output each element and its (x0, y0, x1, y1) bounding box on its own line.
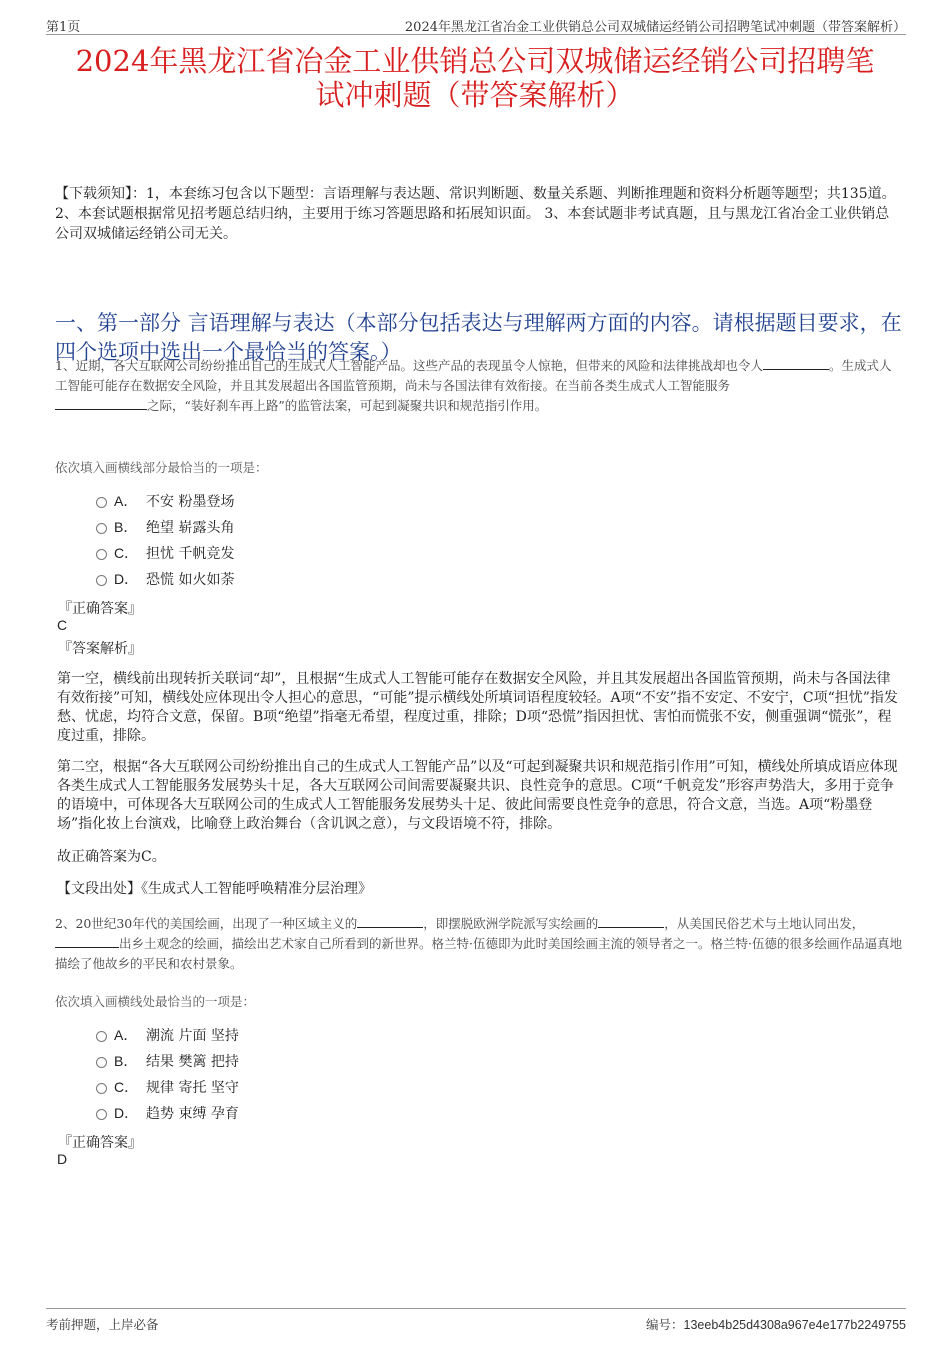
question-2-text (55, 914, 902, 974)
q2-blank-3 (55, 935, 119, 948)
q2-answer-label: 『正确答案』 (58, 1135, 142, 1151)
q1-option-b[interactable]: B． 绝望 崭露头角 (96, 517, 234, 537)
q1-conclusion: 故正确答案为C。 (57, 849, 166, 865)
q1-text-part2: 。生成式人工智能可能存在数据安全风险，并且其发展超出各国监管预期，尚未与各国法律有效衔接。在当前各类生成式人工智能服务 (55, 358, 892, 393)
radio-icon[interactable] (96, 575, 107, 586)
q2-prompt: 依次填入画横线处最恰当的一项是： (55, 994, 256, 1009)
header-doc-title: 2024年黑龙江省冶金工业供销总公司双城储运经销公司招聘笔试冲刺题（带答案解析） (404, 20, 906, 35)
footer-motto: 考前押题，上岸必备 (46, 1317, 159, 1332)
q2-blank-2 (598, 915, 664, 928)
q1-option-c[interactable]: C． 担忧 千帆竞发 (96, 543, 234, 563)
section-heading: 一、第一部分 言语理解与表达（本部分包括表达与理解两方面的内容。请根据题目要求，在四个选项中选出一个最恰当的答案。） (55, 311, 902, 364)
q1-analysis-label: 『答案解析』 (58, 641, 142, 657)
page-number: 第1页 (46, 20, 81, 35)
document-title (40, 44, 910, 112)
q2-text-part1: 2、20世纪30年代的美国绘画，出现了一种区域主义的 (55, 916, 358, 931)
q1-option-d[interactable]: D． 恐慌 如火如荼 (96, 569, 234, 589)
radio-icon[interactable] (96, 549, 107, 560)
footer-code (646, 1315, 906, 1333)
q1-answer-label: 『正确答案』 (58, 601, 142, 617)
question-1-text (55, 356, 902, 416)
title-line-1: 2024年黑龙江省冶金工业供销总公司双城储运经销公司招聘笔 (75, 44, 875, 78)
q1-answer: C (57, 617, 68, 633)
radio-icon[interactable] (96, 523, 107, 534)
q2-option-c[interactable]: C． 规律 寄托 坚守 (96, 1077, 239, 1097)
q1-prompt: 依次填入画横线部分最恰当的一项是： (55, 460, 268, 475)
q2-text-part4: 出乡土观念的绘画，描绘出艺术家自己所看到的新世界。格兰特·伍德即为此时美国绘画主流的领导者之一。格兰特·伍德的很多绘画作品逼真地描绘了他故乡的平民和农村景象。 (55, 936, 902, 971)
q1-blank-1 (763, 357, 829, 370)
q1-analysis-paragraph-2: 第二空，根据“各大互联网公司纷纷推出自己的生成式人工智能产品”以及“可起到凝聚共识和规范指引作用”可知，横线处所填成语应体现各类生成式人工智能服务发展势头十足，各大互联网公司间需要凝聚共识、良性竞争的意思。C项“千帆竞发”形容声势浩大，多用于竞争的语境中，可体现各大互联网公司的生成式人工智能服务发展势头十足、彼此间需要良性竞争的意思，符合文意，当选。A项“粉墨登场”指化妆上台演戏，比喻登上政治舞台（含讥讽之意），与文段语境不符，排除。 (57, 759, 898, 832)
q1-blank-2 (55, 397, 147, 410)
q2-option-d[interactable]: D． 趋势 束缚 孕育 (96, 1103, 239, 1123)
q1-option-a[interactable]: A． 不安 粉墨登场 (96, 491, 234, 511)
q2-text-part2: ，即摆脱欧洲学院派写实绘画的 (423, 916, 599, 931)
q2-text-part3: ，从美国民俗艺术与土地认同出发， (664, 916, 865, 931)
radio-icon[interactable] (96, 497, 107, 508)
q1-analysis-paragraph-1: 第一空，横线前出现转折关联词“却”，且根据“生成式人工智能可能存在数据安全风险，并且其发展超出各国监管预期，尚未与各国法律有效衔接”可知，横线处应体现出令人担心的意思，“可能”提示横线处所填词语程度较轻。A项“不安”指不安定、不安宁，C项“担忧”指发愁、忧虑，均符合文意，保留。B项“绝望”指毫无希望，程度过重，排除；D项“恐慌”指因担忧、害怕而慌张不安，侧重强调“慌张”，程度过重，排除。 (57, 671, 898, 744)
footer-code-value: 13eeb4b25d4308a967e4e177b2249755 (683, 1318, 906, 1332)
footer-code-label: 编号： (646, 1317, 684, 1332)
radio-icon[interactable] (96, 1031, 107, 1042)
title-line-2: 试冲刺题（带答案解析） (315, 78, 635, 112)
q1-source: 【文段出处】《生成式人工智能呼唤精准分层治理》 (57, 881, 372, 897)
q1-text-part1: 1、近期，各大互联网公司纷纷推出自己的生成式人工智能产品。这些产品的表现虽令人惊艳，但带来的风险和法律挑战却也令人 (55, 358, 763, 373)
q2-blank-1 (357, 915, 423, 928)
radio-icon[interactable] (96, 1083, 107, 1094)
q2-option-a[interactable]: A． 潮流 片面 坚持 (96, 1025, 239, 1045)
q2-answer: D (57, 1151, 68, 1167)
q2-option-b[interactable]: B． 结果 樊篱 把持 (96, 1051, 239, 1071)
page-footer (46, 1308, 906, 1335)
download-notice: 【下载须知】：1，本套练习包含以下题型：言语理解与表达题、常识判断题、数量关系题、判断推理题和资料分析题等题型；共135道。 2、本套试题根据常见招考题总结归纳，主要用于练习答题思路和拓展知识面。 3、本套试题非考试真题，且与黑龙江省冶金工业供销总公司双城储运经销公司无关。 (55, 186, 896, 242)
radio-icon[interactable] (96, 1109, 107, 1120)
q1-text-part3: 之际，“装好刹车再上路”的监管法案，可起到凝聚共识和规范指引作用。 (147, 398, 548, 413)
page-header (46, 14, 906, 35)
radio-icon[interactable] (96, 1057, 107, 1068)
